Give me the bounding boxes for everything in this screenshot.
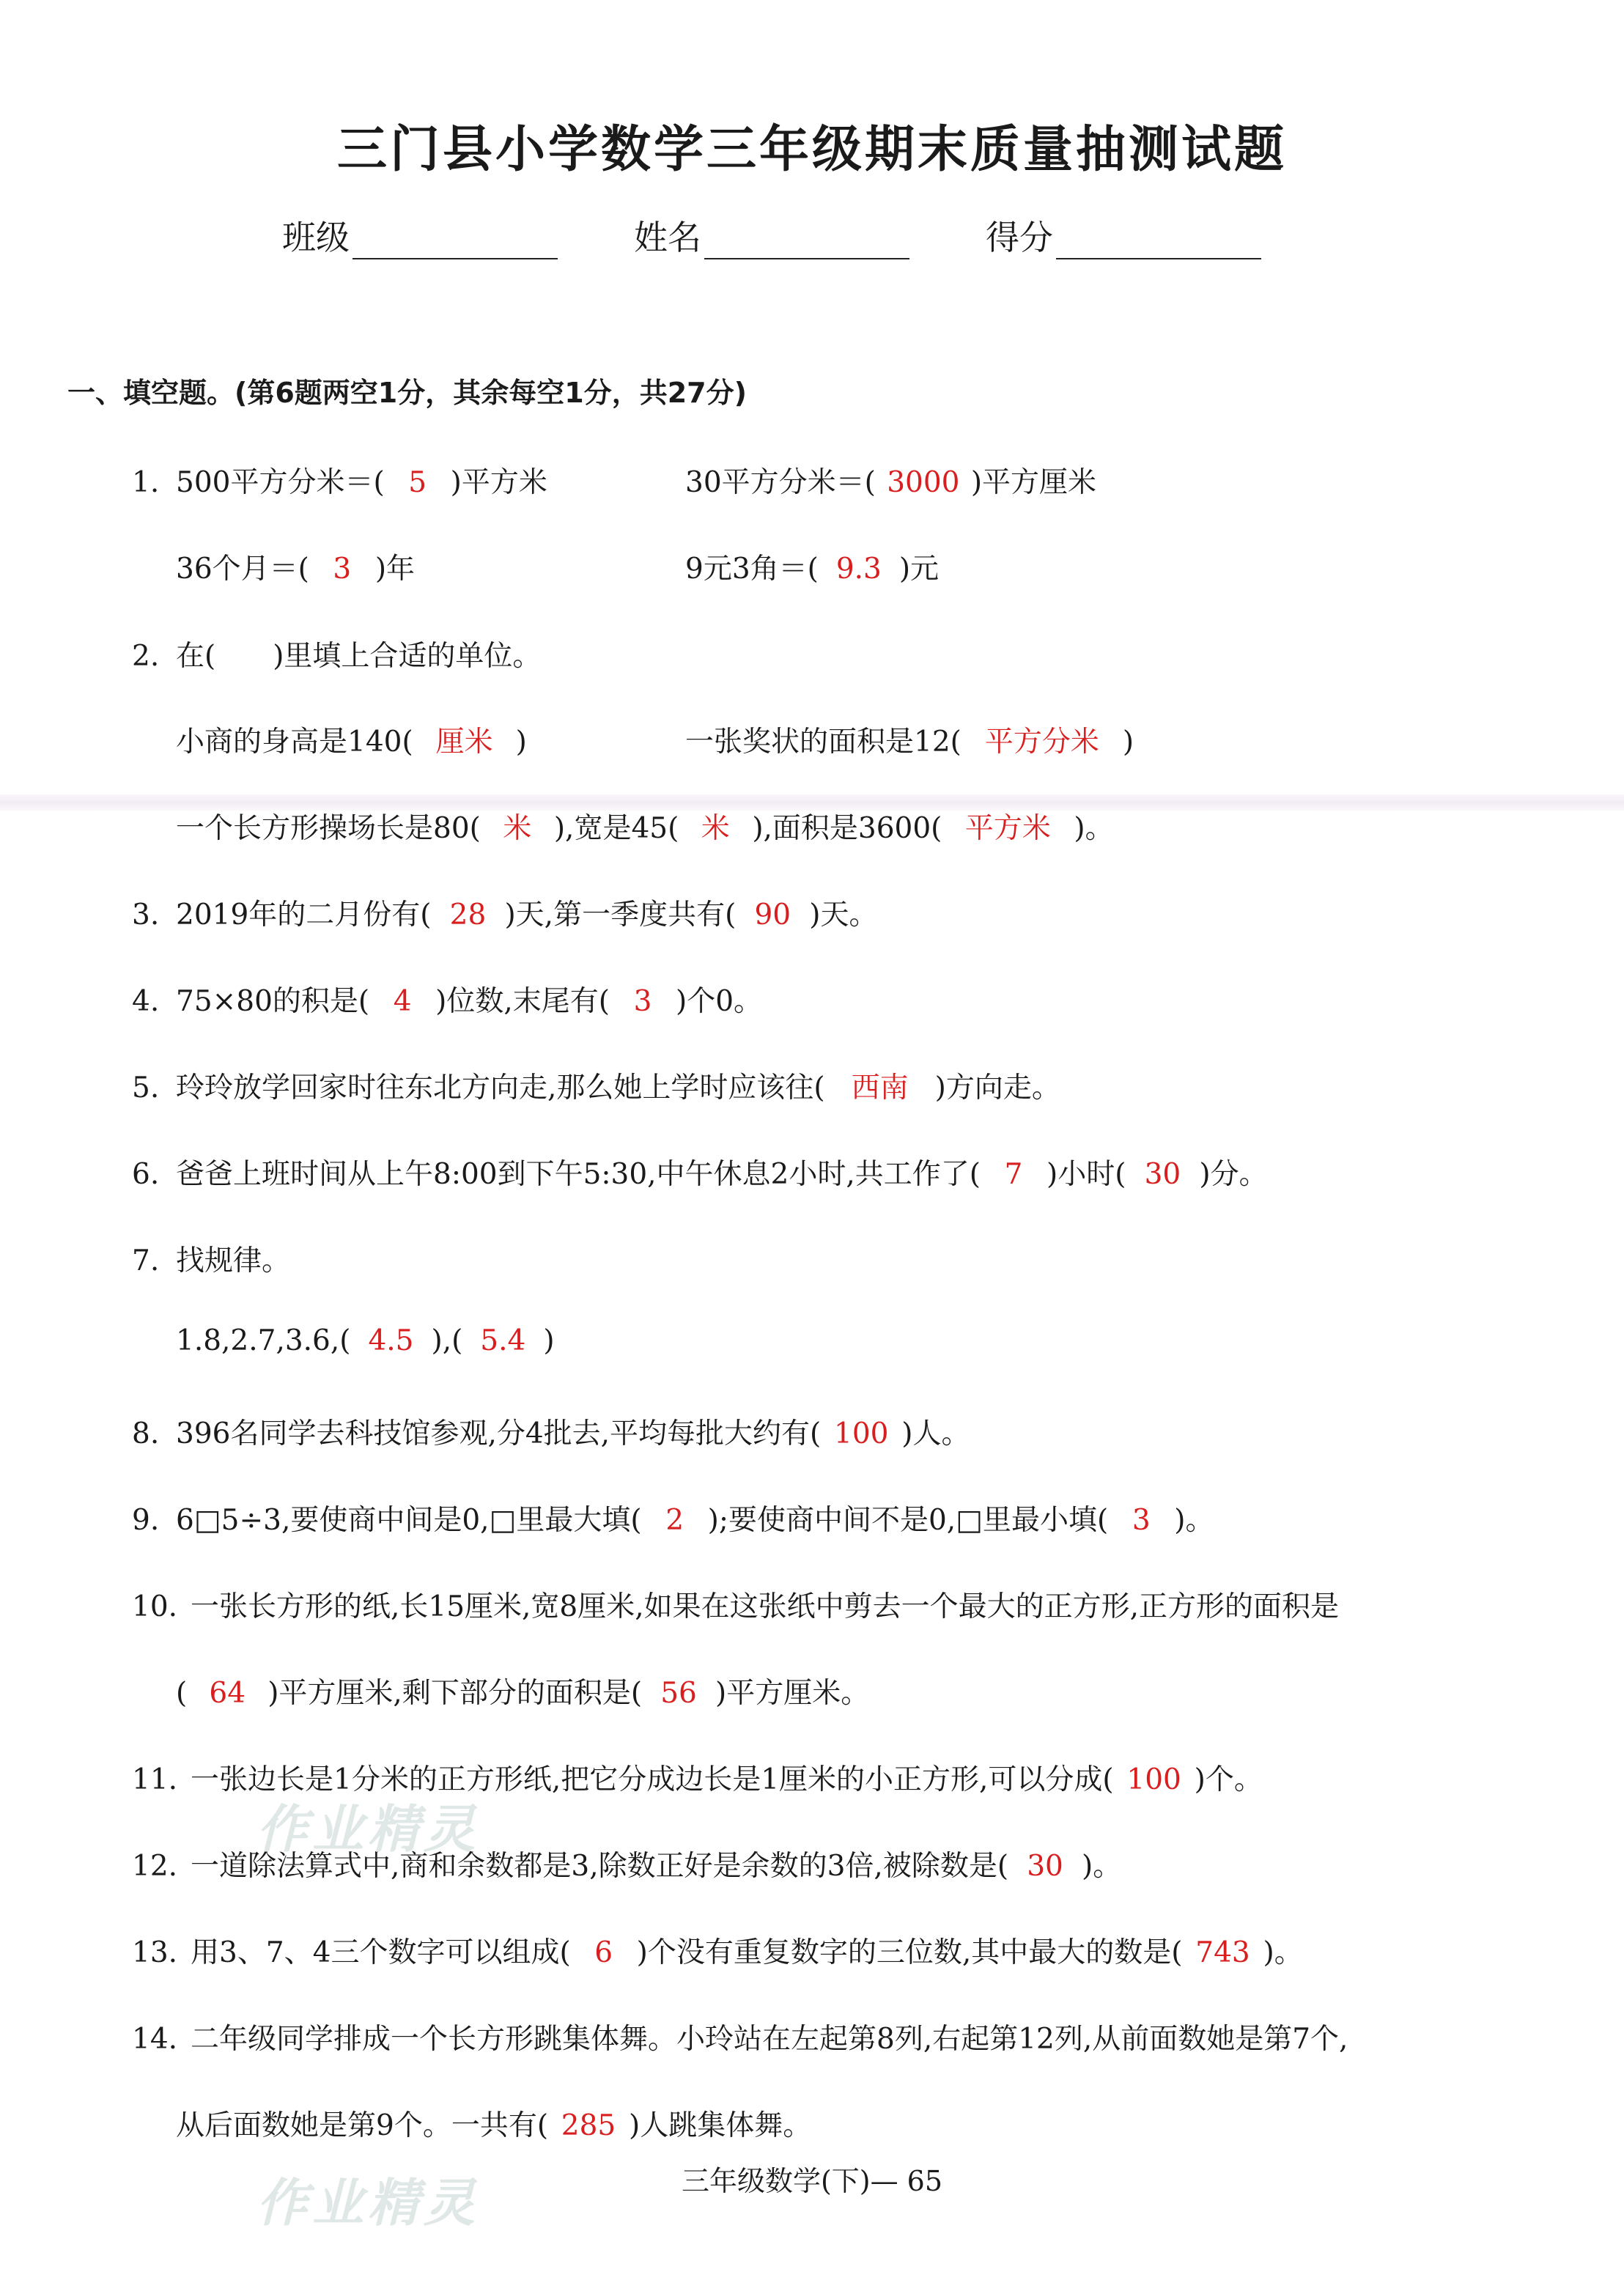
answer: 90 (754, 899, 791, 931)
watermark: 作业精灵 (256, 1799, 479, 1859)
answer: 3 (633, 985, 652, 1018)
question-number: 13. (132, 1936, 178, 1969)
class-label: 班级 (282, 218, 350, 257)
answer: 米 (503, 812, 532, 845)
answer: 28 (449, 899, 487, 931)
question-6: 6. 爸爸上班时间从上午8:00到下午5:30,中午休息2小时,共工作了( 7 )小时( 30 )分。 (132, 1158, 1268, 1191)
question-8: 8. 396名同学去科技馆参观,分4批去,平均每批大约有( 100 )人。 (132, 1417, 970, 1450)
question-2: 2. 在( )里填上合适的单位。 (132, 640, 542, 673)
answer: 3000 (887, 466, 960, 499)
name-blank[interactable] (704, 229, 909, 259)
question-3: 3. 2019年的二月份有( 28 )天,第一季度共有( 90 )天。 (132, 899, 878, 931)
class-field (282, 211, 558, 259)
answer: 平方分米 (984, 726, 1099, 759)
answer: 3 (1132, 1504, 1151, 1537)
question-1-row-1b: 30平方分米＝( 3000 )平方厘米 (685, 466, 1097, 499)
question-5: 5. 玲玲放学回家时往东北方向走,那么她上学时应该往( 西南 )方向走。 (132, 1065, 1060, 1106)
question-1-row-1: 1. 500平方分米＝( 5 )平方米 (132, 466, 547, 499)
question-10: 10. 一张长方形的纸,长15厘米,宽8厘米,如果在这张纸中剪去一个最大的正方形,正方形的面积是 (132, 1590, 1340, 1623)
question-10-row-2: ( 64 )平方厘米,剩下部分的面积是( 56 )平方厘米。 (176, 1677, 870, 1710)
question-2-row-c: 一个长方形操场长是80( 米 ),宽是45( 米 ),面积是3600( 平方米 )。 (176, 805, 1114, 846)
question-1-row-2b: 9元3角＝( 9.3 )元 (685, 553, 940, 586)
question-13: 13. 用3、7、4三个数字可以组成( 6 )个没有重复数字的三位数,其中最大的数是( 743 )。 (132, 1936, 1303, 1969)
answer: 西南 (851, 1071, 909, 1104)
question-number: 4. (132, 985, 160, 1018)
answer: 100 (834, 1417, 889, 1450)
answer: 100 (1126, 1763, 1181, 1796)
name-field (634, 211, 909, 259)
name-label: 姓名 (634, 218, 701, 257)
question-14-row-2: 从后面数她是第9个。一共有( 285 )人跳集体舞。 (176, 2109, 812, 2142)
question-number: 7. (132, 1244, 160, 1277)
question-number: 8. (132, 1417, 160, 1450)
answer: 285 (561, 2109, 616, 2142)
question-7-sequence: 1.8,2.7,3.6,( 4.5 ),( 5.4 ) (176, 1324, 555, 1357)
question-4: 4. 75×80的积是( 4 )位数,末尾有( 3 )个0。 (132, 985, 763, 1018)
question-7: 7. 找规律。 (132, 1244, 291, 1277)
score-field (986, 211, 1261, 259)
answer: 7 (1004, 1158, 1023, 1191)
answer: 平方米 (964, 812, 1051, 845)
answer: 6 (594, 1936, 613, 1969)
question-2-row-b: 一张奖状的面积是12( 平方分米 ) (685, 719, 1134, 760)
question-number: 14. (132, 2023, 178, 2056)
question-number: 9. (132, 1504, 160, 1537)
answer: 5.4 (480, 1324, 526, 1357)
answer: 2 (665, 1504, 684, 1537)
answer: 30 (1027, 1850, 1063, 1883)
class-blank[interactable] (353, 229, 558, 259)
question-1-row-2: 36个月＝( 3 )年 (176, 553, 416, 586)
answer: 743 (1195, 1936, 1250, 1969)
answer: 3 (333, 553, 352, 586)
answer: 4.5 (368, 1324, 414, 1357)
section-heading: 一、填空题。(第6题两空1分，其余每空1分，共27分) (67, 377, 747, 409)
question-2-row-a: 小商的身高是140( 厘米 ) (176, 719, 527, 760)
answer: 64 (209, 1677, 246, 1710)
question-number: 2. (132, 640, 160, 673)
answer: 米 (701, 812, 730, 845)
score-blank[interactable] (1056, 229, 1261, 259)
page-footer: 三年级数学(下)— 65 (681, 2165, 943, 2197)
question-number: 6. (132, 1158, 160, 1191)
question-number: 3. (132, 899, 160, 931)
page-title: 三门县小学数学三年级期末质量抽测试题 (336, 120, 1287, 179)
answer: 30 (1144, 1158, 1181, 1191)
question-number: 5. (132, 1071, 160, 1104)
question-number: 11. (132, 1763, 178, 1796)
question-12: 12. 一道除法算式中,商和余数都是3,除数正好是余数的3倍,被除数是( 30 )。 (132, 1850, 1122, 1883)
question-11: 11. 一张边长是1分米的正方形纸,把它分成边长是1厘米的小正方形,可以分成( 100 )个。 (132, 1763, 1263, 1796)
watermark: 作业精灵 (256, 2172, 479, 2233)
question-number: 1. (132, 466, 160, 499)
question-14: 14. 二年级同学排成一个长方形跳集体舞。小玲站在左起第8列,右起第12列,从前面数她是第7个, (132, 2023, 1348, 2056)
question-number: 12. (132, 1850, 178, 1883)
answer: 56 (660, 1677, 697, 1710)
answer: 厘米 (435, 726, 493, 759)
answer: 5 (408, 466, 427, 499)
question-number: 10. (132, 1590, 178, 1623)
question-9: 9. 6□5÷3,要使商中间是0,□里最大填( 2 );要使商中间不是0,□里最小填( 3 )。 (132, 1504, 1214, 1537)
answer: 9.3 (835, 553, 882, 586)
score-label: 得分 (986, 218, 1053, 257)
answer: 4 (393, 985, 412, 1018)
